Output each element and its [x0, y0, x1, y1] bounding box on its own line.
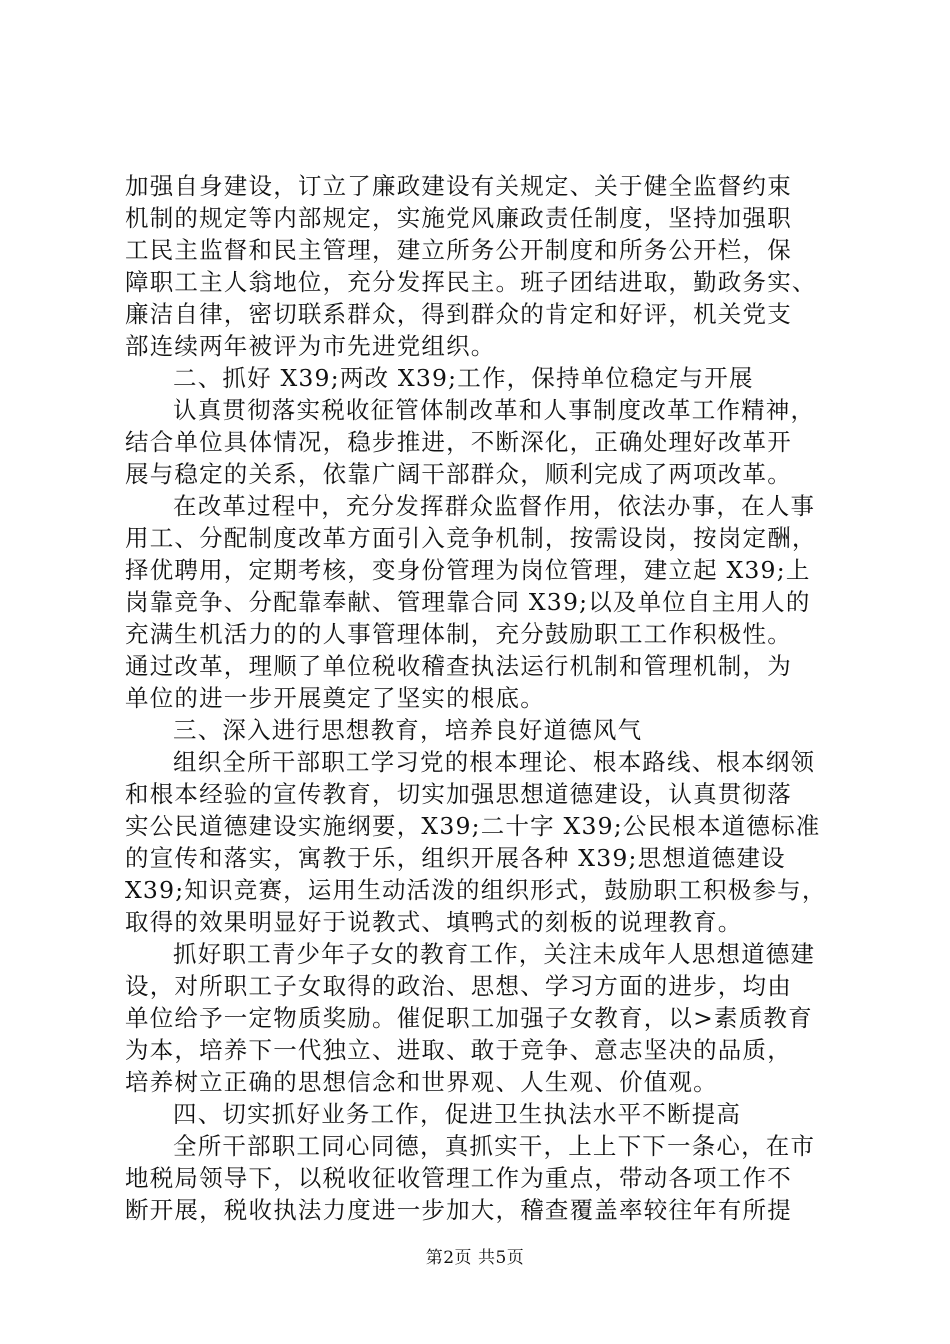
text-line: 在改革过程中，充分发挥群众监督作用，依法办事，在人事 — [173, 492, 816, 520]
text-line: 机制的规定等内部规定，实施党风廉政责任制度，坚持加强职 — [125, 204, 792, 232]
text-line: 断开展，税收执法力度进一步加大，稽查覆盖率较往年有所提 — [125, 1196, 792, 1224]
text-line: 设，对所职工子女取得的政治、思想、学习方面的进步，均由 — [125, 972, 792, 1000]
text-line: 单位的进一步开展奠定了坚实的根底。 — [125, 684, 545, 712]
text-line: 廉洁自律，密切联系群众，得到群众的肯定和好评，机关党支 — [125, 300, 792, 328]
text-line: 展与稳定的关系，依靠广阔干部群众，顺利完成了两项改革。 — [125, 460, 792, 488]
text-line: 通过改革，理顺了单位税收稽查执法运行机制和管理机制，为 — [125, 652, 792, 680]
text-line: 结合单位具体情况，稳步推进，不断深化，正确处理好改革开 — [125, 428, 792, 456]
text-line: 充满生机活力的的人事管理体制，充分鼓励职工工作积极性。 — [125, 620, 792, 648]
text-line: 障职工主人翁地位，充分发挥民主。班子团结进取，勤政务实、 — [125, 268, 817, 296]
text-line: X39;知识竞赛，运用生动活泼的组织形式，鼓励职工积极参与， — [125, 876, 827, 904]
text-line: 抓好职工青少年子女的教育工作，关注未成年人思想道德建 — [173, 940, 816, 968]
section-heading: 二、抓好 X39;两改 X39;工作，保持单位稳定与开展 — [173, 364, 754, 392]
text-line: 择优聘用，定期考核，变身份管理为岗位管理，建立起 X39;上 — [125, 556, 811, 584]
text-line: 认真贯彻落实税收征管体制改革和人事制度改革工作精神， — [173, 396, 816, 424]
text-line: 用工、分配制度改革方面引入竞争机制，按需设岗，按岗定酬， — [125, 524, 817, 552]
text-line: 和根本经验的宣传教育，切实加强思想道德建设，认真贯彻落 — [125, 780, 792, 808]
text-line: 岗靠竞争、分配靠奉献、管理靠合同 X39;以及单位自主用人的 — [125, 588, 811, 616]
text-line: 培养树立正确的思想信念和世界观、人生观、价值观。 — [125, 1068, 718, 1096]
text-line: 单位给予一定物质奖励。催促职工加强子女教育，以>素质教育 — [125, 1004, 813, 1032]
page-number-footer: 第2页 共5页 — [425, 1248, 525, 1268]
text-line: 实公民道德建设实施纲要，X39;二十字 X39;公民根本道德标准 — [125, 812, 821, 840]
text-line: 工民主监督和民主管理，建立所务公开制度和所务公开栏，保 — [125, 236, 792, 264]
section-heading: 四、切实抓好业务工作，促进卫生执法水平不断提高 — [173, 1100, 742, 1128]
text-line: 地税局领导下，以税收征收管理工作为重点，带动各项工作不 — [125, 1164, 792, 1192]
text-line: 加强自身建设，订立了廉政建设有关规定、关于健全监督约束 — [125, 172, 792, 200]
text-line: 取得的效果明显好于说教式、填鸭式的刻板的说理教育。 — [125, 908, 743, 936]
text-line: 为本，培养下一代独立、进取、敢于竞争、意志坚决的品质， — [125, 1036, 792, 1064]
text-line: 组织全所干部职工学习党的根本理论、根本路线、根本纲领 — [173, 748, 816, 776]
text-line: 的宣传和落实，寓教于乐，组织开展各种 X39;思想道德建设 — [125, 844, 786, 872]
section-heading: 三、深入进行思想教育，培养良好道德风气 — [173, 716, 643, 744]
text-line: 部连续两年被评为市先进党组织。 — [125, 332, 496, 360]
text-line: 全所干部职工同心同德，真抓实干，上上下下一条心，在市 — [173, 1132, 816, 1160]
